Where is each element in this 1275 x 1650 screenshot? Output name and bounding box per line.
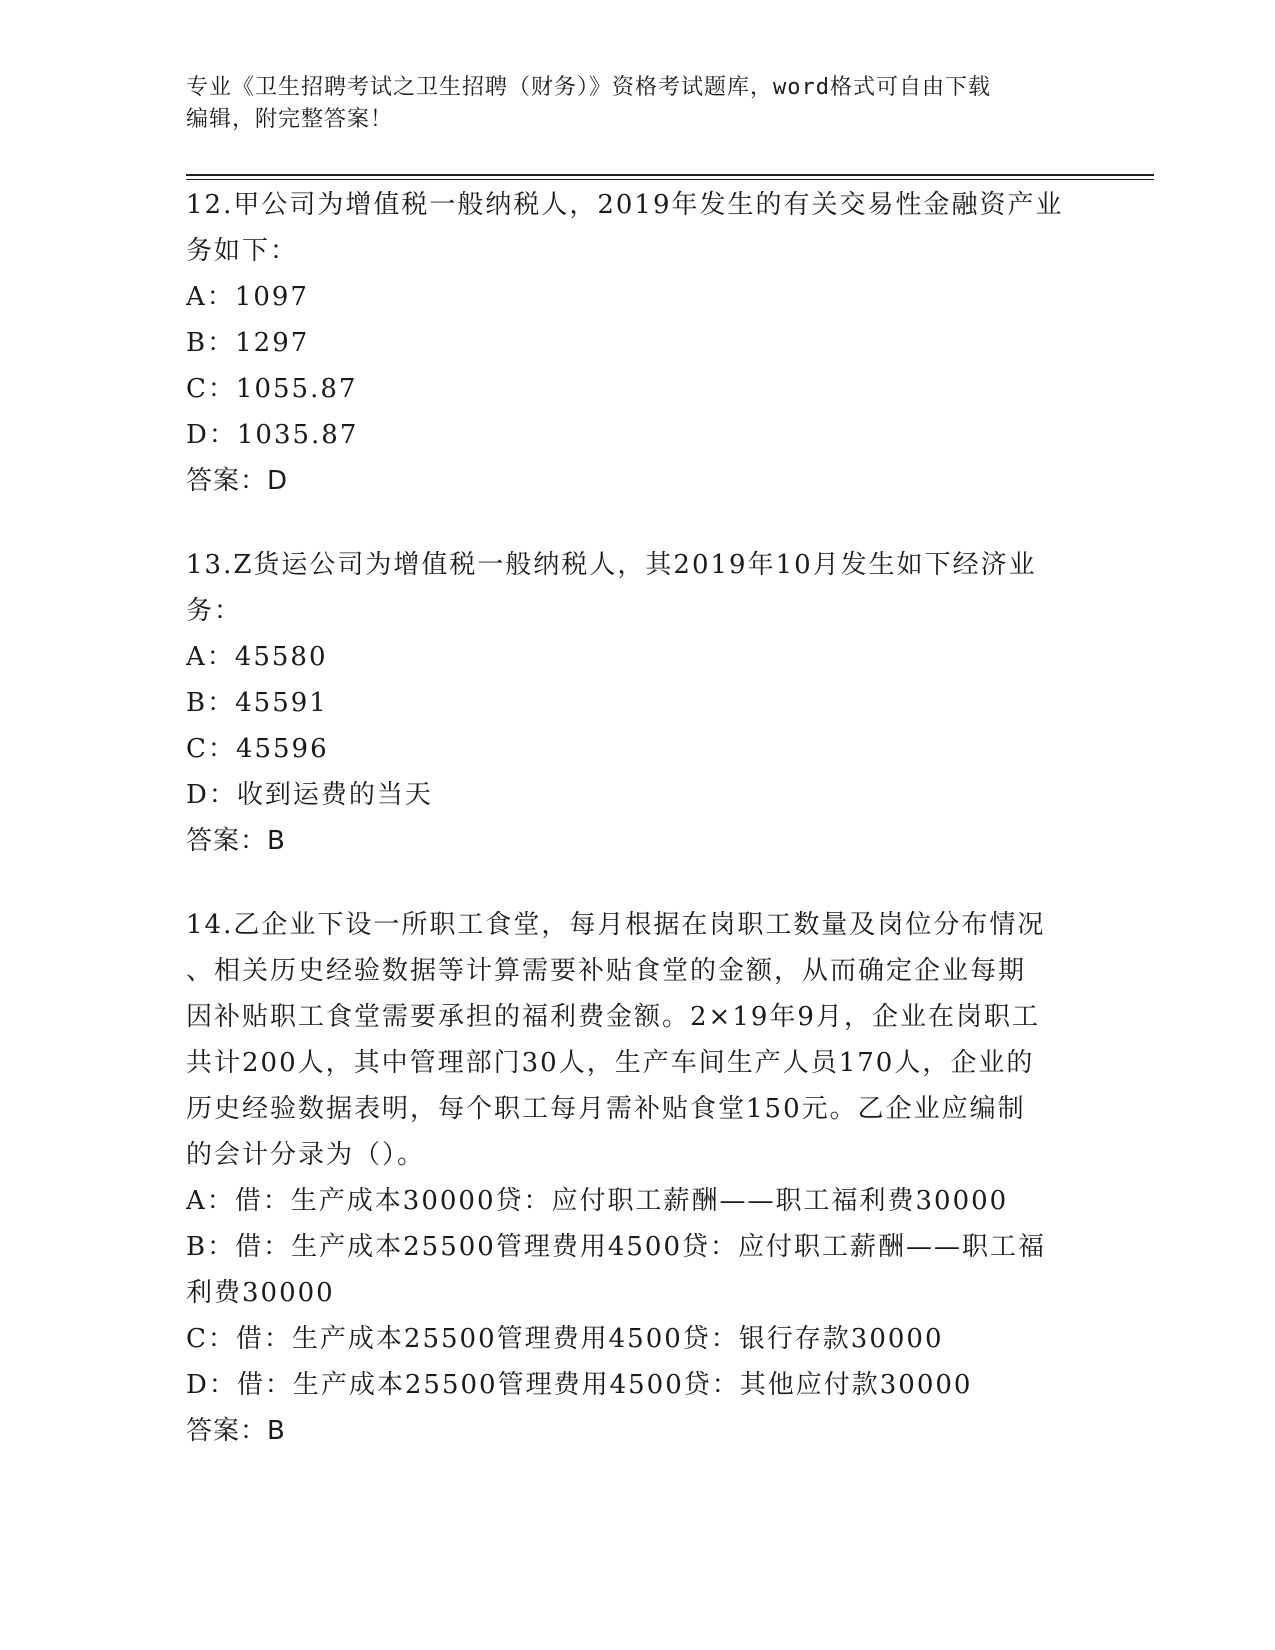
option-c <box>186 1316 1086 1362</box>
answer-value: D <box>267 466 289 496</box>
answer-label: 答案： <box>186 1416 268 1446</box>
option-separator: ： <box>208 780 237 810</box>
option-separator: ： <box>206 642 235 672</box>
option-separator: ： <box>208 1370 237 1400</box>
answer <box>186 1408 1086 1454</box>
answer <box>186 818 1086 864</box>
option-key: B <box>186 1232 208 1262</box>
option-c <box>186 366 1086 412</box>
page-header <box>186 72 1086 136</box>
option-b <box>186 680 1086 726</box>
answer <box>186 458 1086 504</box>
option-text: 借：生产成本30000贷：应付职工薪酬——职工福利费30000 <box>234 1186 1009 1216</box>
header-divider <box>186 174 1154 180</box>
option-d <box>186 412 1086 458</box>
question-stem: 历史经验数据表明，每个职工每月需补贴食堂150元。乙企业应编制 <box>186 1094 1026 1124</box>
option-text: 45591 <box>235 688 328 718</box>
option-text: 45580 <box>234 642 328 672</box>
option-b-continued: 利费30000 <box>186 1278 335 1308</box>
option-d <box>186 772 1086 818</box>
answer-value: B <box>267 826 286 856</box>
question-stem: 、相关历史经验数据等计算需要补贴食堂的金额，从而确定企业每期 <box>186 956 1027 986</box>
question-stem: 务： <box>186 596 243 626</box>
option-text: 借：生产成本25500管理费用4500贷：银行存款30000 <box>235 1324 944 1354</box>
question-stem: 13.Z货运公司为增值税一般纳税人，其2019年10月发生如下经济业 <box>186 550 1037 580</box>
question-stem: 12.甲公司为增值税一般纳税人，2019年发生的有关交易性金融资产业 <box>186 190 1064 220</box>
question-stem: 务如下： <box>186 236 299 266</box>
question-stem: 共计200人，其中管理部门30人，生产车间生产人员170人，企业的 <box>186 1048 1035 1078</box>
option-a <box>186 274 1086 320</box>
answer-label: 答案： <box>186 826 268 856</box>
option-separator: ： <box>207 1232 236 1262</box>
option-a <box>186 634 1086 680</box>
option-separator: ： <box>207 374 236 404</box>
option-text: 借：生产成本25500管理费用4500贷：其他应付款30000 <box>236 1370 973 1400</box>
option-text: 45596 <box>235 734 329 764</box>
option-d <box>186 1362 1086 1408</box>
option-separator: ： <box>208 420 237 450</box>
question-12 <box>186 182 1086 504</box>
option-key: C <box>186 374 208 404</box>
option-a <box>186 1178 1086 1224</box>
question-stem: 的会计分录为（）。 <box>186 1140 426 1170</box>
header-line-2: 编辑，附完整答案！ <box>186 107 394 132</box>
option-key: A <box>186 282 207 312</box>
option-key: D <box>186 1370 209 1400</box>
option-key: D <box>186 420 209 450</box>
option-key: C <box>186 1324 208 1354</box>
question-14 <box>186 902 1086 1454</box>
option-separator: ： <box>207 1324 236 1354</box>
option-key: A <box>186 642 207 672</box>
option-text: 1035.87 <box>236 420 359 450</box>
header-line-1: 专业《卫生招聘考试之卫生招聘（财务）》资格考试题库，word格式可自由下载 <box>186 75 991 100</box>
answer-value: B <box>267 1416 286 1446</box>
option-b <box>186 320 1086 366</box>
option-text: 收到运费的当天 <box>236 780 433 810</box>
question-stem: 14.乙企业下设一所职工食堂，每月根据在岗职工数量及岗位分布情况 <box>186 910 1046 940</box>
option-key: B <box>186 328 208 358</box>
option-c <box>186 726 1086 772</box>
option-separator: ： <box>207 328 236 358</box>
option-separator: ： <box>206 282 235 312</box>
option-key: B <box>186 688 208 718</box>
answer-label: 答案： <box>186 466 268 496</box>
option-text: 1055.87 <box>235 374 358 404</box>
option-key: D <box>186 780 209 810</box>
option-text: 借：生产成本25500管理费用4500贷：应付职工薪酬——职工福 <box>235 1232 1047 1262</box>
option-separator: ： <box>207 734 236 764</box>
question-13 <box>186 542 1086 864</box>
option-separator: ： <box>206 1186 235 1216</box>
option-separator: ： <box>207 688 236 718</box>
option-text: 1097 <box>234 282 309 312</box>
question-stem: 因补贴职工食堂需要承担的福利费金额。2×19年9月，企业在岗职工 <box>186 1002 1040 1032</box>
option-b <box>186 1224 1086 1270</box>
option-text: 1297 <box>235 328 310 358</box>
option-key: A <box>186 1186 207 1216</box>
option-key: C <box>186 734 208 764</box>
